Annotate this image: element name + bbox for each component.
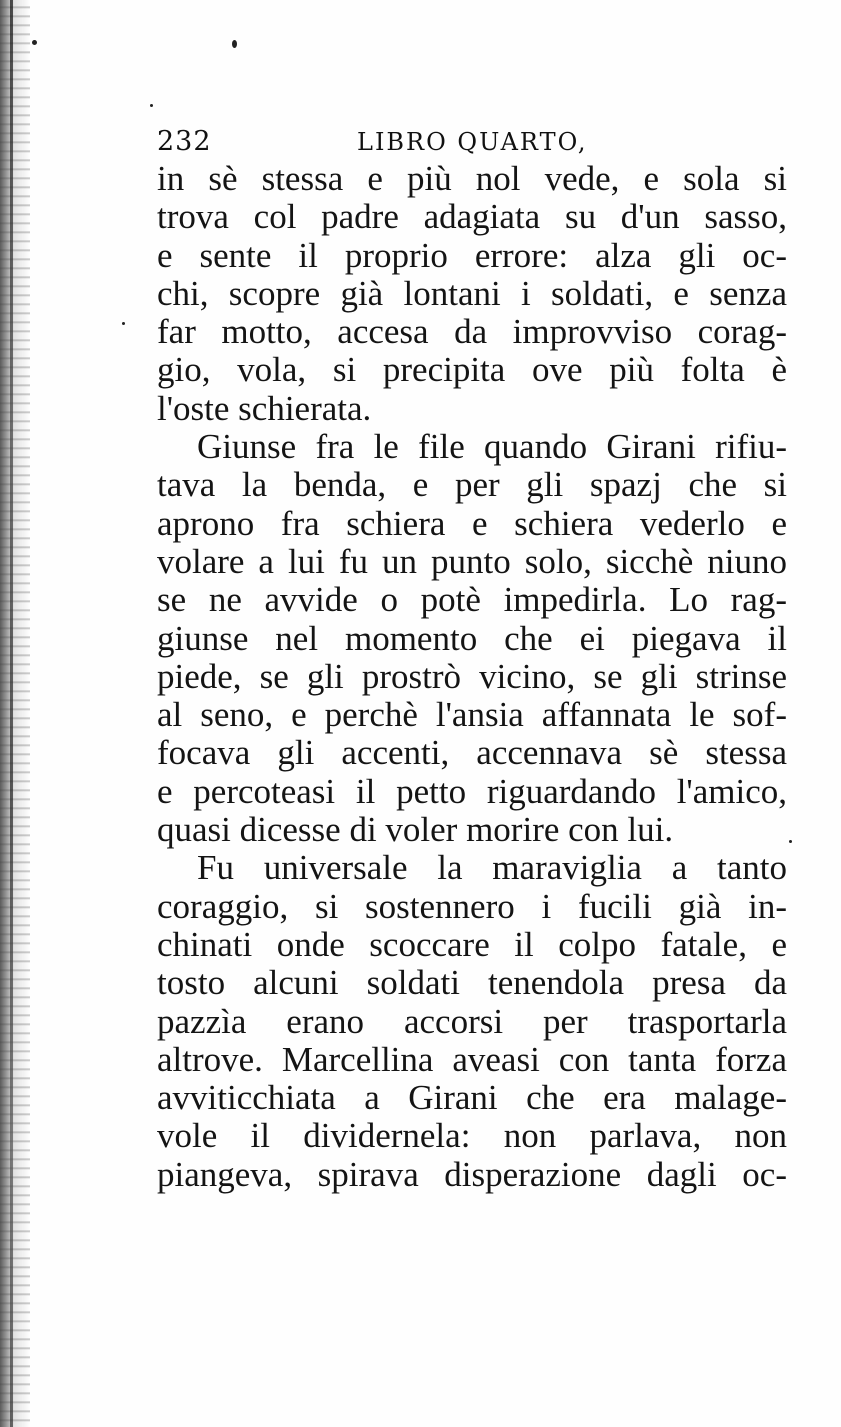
text-line: tosto alcuni soldati tenendola presa da — [157, 963, 787, 1003]
running-head: LIBRO QUARTO, — [357, 128, 588, 156]
scan-speck — [32, 40, 37, 45]
scan-speck — [232, 40, 237, 48]
text-line: e percoteasi il petto riguardando l'amico, — [157, 771, 787, 811]
scan-speck — [150, 104, 153, 107]
text-line: chinati onde scoccare il colpo fatale, e — [157, 924, 787, 964]
text-line: l'oste schierata. — [157, 388, 372, 428]
text-line: coraggio, si sostennero i fucili già in- — [157, 886, 787, 926]
text-line: pazzìa erano accorsi per trasportarla — [157, 1001, 787, 1041]
text-line: al seno, e perchè l'ansia affannata le sof- — [157, 695, 787, 735]
text-line: aprono fra schiera e schiera vederlo e — [157, 503, 787, 543]
text-line: avviticchiata a Girani che era malage- — [157, 1078, 787, 1118]
text-line: gio, vola, si precipita ove più folta è — [157, 350, 787, 390]
text-line: focava gli accenti, accennava sè stessa — [157, 733, 787, 773]
text-line: Giunse fra le file quando Girani rifiu- — [197, 427, 787, 467]
scan-speck — [122, 322, 125, 325]
text-line: trova col padre adagiata su d'un sasso, — [157, 197, 787, 237]
text-line: in sè stessa e più nol vede, e sola si — [157, 159, 787, 198]
text-line: far motto, accesa da improvviso corag- — [157, 312, 787, 352]
scan-speck — [789, 840, 792, 843]
binding-edge-shadow — [0, 0, 30, 1427]
text-line: e sente il proprio errore: alza gli oc- — [157, 235, 787, 275]
binding-edge-line — [10, 0, 13, 1427]
text-line: Fu universale la maraviglia a tanto — [197, 848, 787, 888]
page-header — [157, 118, 787, 162]
text-line: quasi dicesse di voler morire con lui. — [157, 810, 674, 850]
text-line: piangeva, spirava disperazione dagli oc- — [157, 1154, 787, 1194]
text-line: giunse nel momento che ei piegava il — [157, 618, 787, 658]
text-line: altrove. Marcellina aveasi con tanta forza — [157, 1039, 787, 1079]
page-number: 232 — [157, 126, 212, 157]
text-line: se ne avvide o potè impedirla. Lo rag- — [157, 580, 787, 620]
text-line: tava la benda, e per gli spazj che si — [157, 465, 787, 505]
text-line: piede, se gli prostrò vicino, se gli strinse — [157, 656, 787, 696]
text-line: vole il dividernela: non parlava, non — [157, 1116, 787, 1156]
text-line: chi, scopre già lontani i soldati, e senza — [157, 273, 787, 313]
body-text — [157, 160, 787, 1194]
text-line: volare a lui fu un punto solo, sicchè niuno — [157, 541, 787, 581]
